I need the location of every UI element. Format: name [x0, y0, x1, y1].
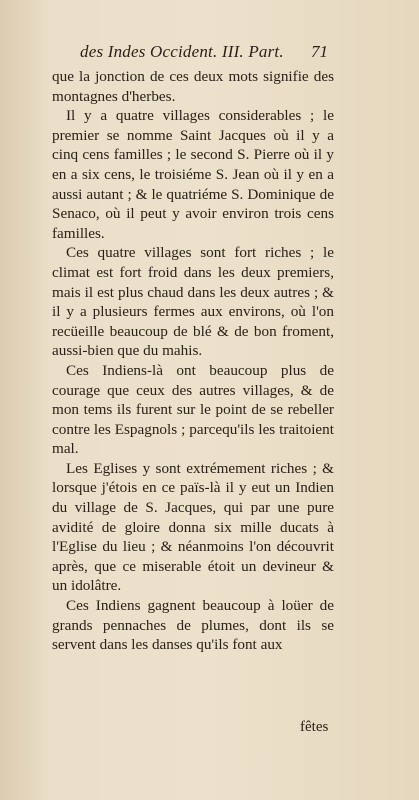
paragraph-feathers: Ces Indiens gagnent beaucoup à loüer de grands pennaches de plumes, dont ils se servent dans les danses qu'ils font aux: [52, 597, 334, 654]
running-title: des Indes Occident. III. Part.: [80, 42, 284, 61]
catchword: fêtes: [300, 719, 329, 735]
body-text: [52, 67, 334, 655]
paragraph-courage: Ces Indiens-là ont beaucoup plus de courage que ceux des autres villages, & de mon tems ils furent sur le point de se rebeller contre les Espagnols ; parcequ'ils les traitoient mal.: [52, 361, 334, 458]
paragraph-churches: Les Eglises y sont extrémement riches ; & lorsque j'étois en ce païs-là il y eut un Indien du village de S. Jacques, qui par une pure avidité de gloire donna six mille ducats à l'Eglise du lieu ; & néanmoins l'on découvrit après, que ce miserable étoit un devineur & un idolâtre.: [52, 459, 334, 595]
paragraph-continuation: que la jonction de ces deux mots signifie des montagnes d'herbes.: [52, 68, 334, 105]
page-header: [0, 40, 419, 66]
page-number: 71: [311, 42, 328, 61]
paragraph-villages: Il y a quatre villages considerables ; le premier se nomme Saint Jacques où il y a cinq cens familles ; le second S. Pierre où il y en a six cens, le troisiéme S. Jean où il y en a aussi autant ; & le quatriéme S. Dominique de Senaco, où il peut y avoir environ trois cens familles.: [52, 107, 334, 242]
paragraph-climate: Ces quatre villages sont fort riches ; le climat est fort froid dans les deux premiers, mais il est plus chaud dans les deux autres ; & il y a plusieurs fermes aux environs, où l'on recüeille beaucoup de blé & de bon froment, aussi-bien que du mahis.: [52, 244, 334, 360]
